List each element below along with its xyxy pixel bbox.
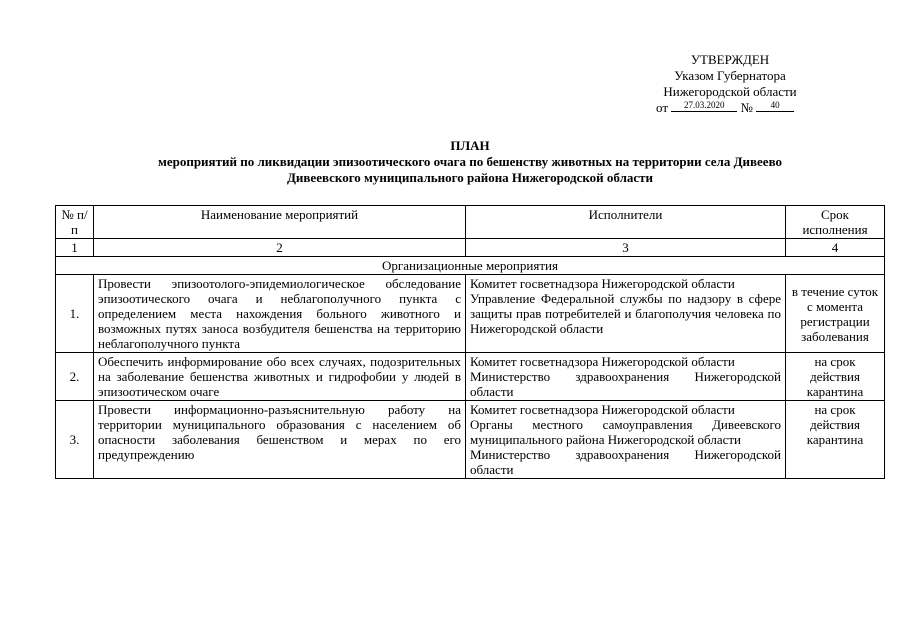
- executor: Комитет госветнадзора Нижегородской области: [470, 402, 735, 417]
- header-term: Срок исполнения: [786, 206, 885, 239]
- row-term: на срок действия карантина: [786, 401, 885, 479]
- executor: Министерство здравоохранения Нижегородской области: [470, 447, 781, 477]
- title-district: Дивеевского муниципального района Нижегородской области: [286, 170, 654, 185]
- executor: Министерство здравоохранения Нижегородской области: [470, 369, 781, 399]
- header-name: Наименование мероприятий: [94, 206, 466, 239]
- approval-status: УТВЕРЖДЕН: [690, 52, 770, 67]
- row-executors: [466, 353, 786, 401]
- section-title: Организационные мероприятия: [56, 257, 885, 275]
- column-number: 2: [94, 239, 466, 257]
- row-number: 3.: [56, 401, 94, 479]
- row-number: 1.: [56, 275, 94, 353]
- column-number: 4: [786, 239, 885, 257]
- section-row: [56, 257, 885, 275]
- row-term: в течение суток с момента регистрации заболевания: [786, 275, 885, 353]
- title-heading: ПЛАН: [450, 138, 490, 153]
- approval-number: 40: [756, 100, 794, 112]
- row-measure: Провести эпизоотолого-эпидемиологическое обследование эпизоотического очага и неблагополучного пункта с определением места нахождения больного животного и возможных путях заноса возбудителя бешенства на территорию неблагополучного пункта: [94, 275, 466, 353]
- executor: Управление Федеральной службы по надзору в сфере защиты прав потребителей и благополучия человека по Нижегородской области: [470, 291, 781, 336]
- approval-date-line: [600, 100, 860, 116]
- table-header-row: [56, 206, 885, 239]
- executor: Органы местного самоуправления Дивеевского муниципального района Нижегородской области: [470, 417, 781, 447]
- document-title: [60, 138, 880, 186]
- header-num: № п/п: [56, 206, 94, 239]
- column-number-row: [56, 239, 885, 257]
- approval-decree: Указом Губернатора: [674, 68, 786, 83]
- approval-date: 27.03.2020: [671, 100, 737, 112]
- table-row: [56, 353, 885, 401]
- header-executors: Исполнители: [466, 206, 786, 239]
- executor: Комитет госветнадзора Нижегородской области: [470, 276, 735, 291]
- row-measure: Обеспечить информирование обо всех случаях, подозрительных на заболевание бешенства животных и гидрофобии у людей в эпизоотическом очаге: [94, 353, 466, 401]
- table-row: [56, 275, 885, 353]
- approval-from-label: от: [656, 100, 669, 115]
- row-measure: Провести информационно-разъяснительную работу на территории муниципального образования с населением об опасности заболевания бешенством и мерах по его предупреждению: [94, 401, 466, 479]
- row-executors: [466, 401, 786, 479]
- approval-region: Нижегородской области: [663, 84, 797, 99]
- approval-block: [600, 52, 860, 116]
- executor: Комитет госветнадзора Нижегородской области: [470, 354, 735, 369]
- row-number: 2.: [56, 353, 94, 401]
- table-row: [56, 401, 885, 479]
- column-number: 1: [56, 239, 94, 257]
- plan-table: [55, 205, 885, 479]
- row-executors: [466, 275, 786, 353]
- approval-number-label: №: [740, 100, 753, 115]
- title-subject: мероприятий по ликвидации эпизоотического очага по бешенству животных на территории села Дивеево: [157, 154, 782, 169]
- row-term: на срок действия карантина: [786, 353, 885, 401]
- column-number: 3: [466, 239, 786, 257]
